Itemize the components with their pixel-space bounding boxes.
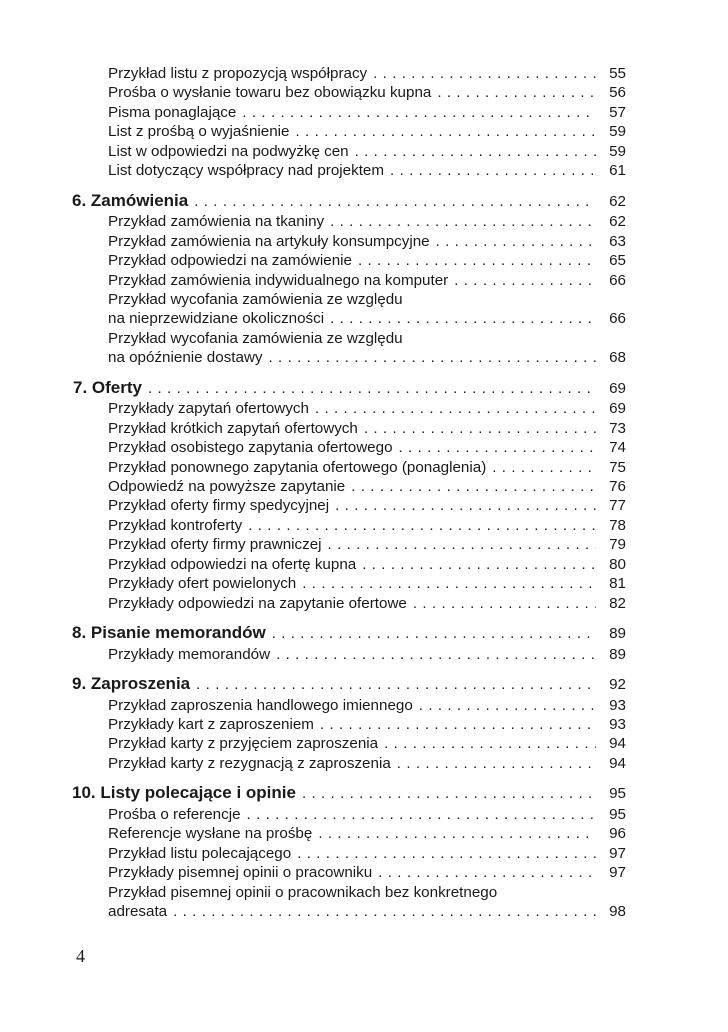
- toc-entry: [108, 496, 626, 516]
- toc-entry: [108, 83, 626, 103]
- toc-entry-line: Przykład wycofania zamówienia ze względu: [108, 329, 403, 347]
- dot-leader: [335, 496, 596, 516]
- toc-entry: [108, 645, 626, 665]
- page-ref: 56: [609, 84, 626, 102]
- toc-entry-line: Przykład wycofania zamówienia ze względu: [108, 290, 403, 308]
- page-ref: 95: [609, 805, 626, 823]
- toc-chapter: [72, 377, 626, 399]
- toc-entry: [108, 574, 626, 594]
- page-ref: 61: [609, 162, 626, 180]
- toc-entry: [108, 844, 626, 864]
- dot-leader: [492, 458, 596, 478]
- entry-title: Przykład odpowiedzi na zamówienie: [108, 252, 352, 270]
- toc-entry: [108, 64, 626, 84]
- entry-title: Prośba o referencje: [108, 805, 241, 823]
- dot-leader: [384, 734, 596, 754]
- page-ref: 57: [609, 103, 626, 121]
- toc-entry: [108, 348, 626, 368]
- toc-entry: [108, 477, 626, 497]
- chapter-title: Oferty: [91, 377, 142, 397]
- page-ref: 69: [609, 400, 626, 418]
- toc-entry: [108, 122, 626, 142]
- toc-entry: [108, 142, 626, 162]
- chapter-number: 8.: [72, 623, 87, 643]
- page-ref: 79: [609, 536, 626, 554]
- toc-entry: [108, 419, 626, 439]
- dot-leader: [148, 378, 596, 400]
- page-ref: 80: [609, 555, 626, 573]
- toc-entry: [108, 696, 626, 716]
- dot-leader: [413, 594, 596, 614]
- toc-entry: [108, 516, 626, 536]
- dot-leader: [454, 271, 596, 291]
- entry-title: Przykłady kart z zaproszeniem: [108, 715, 314, 733]
- entry-title: Przykład zamówienia indywidualnego na komputer: [108, 271, 449, 289]
- dot-leader: [397, 754, 596, 774]
- dot-leader: [296, 122, 596, 142]
- entry-title: Przykład odpowiedzi na ofertę kupna: [108, 555, 357, 573]
- dot-leader: [302, 783, 596, 805]
- page-ref: 92: [609, 676, 626, 694]
- page-ref: 66: [609, 271, 626, 289]
- toc-entry: [108, 594, 626, 614]
- entry-title: List w odpowiedzi na podwyżkę cen: [108, 142, 349, 160]
- toc-entry: [108, 863, 626, 883]
- entry-title: Przykład osobistego zapytania ofertowego: [108, 439, 393, 457]
- dot-leader: [242, 103, 596, 123]
- dot-leader: [390, 161, 596, 181]
- dot-leader: [330, 309, 596, 329]
- toc-entry: [108, 161, 626, 181]
- entry-title: Pisma ponaglające: [108, 103, 237, 121]
- toc-entry: [108, 824, 626, 844]
- dot-leader: [196, 674, 596, 696]
- entry-title: List z prośbą o wyjaśnienie: [108, 123, 290, 141]
- page-ref: 65: [609, 252, 626, 270]
- entry-title: Prośba o wysłanie towaru bez obowiązku kupna: [108, 84, 432, 102]
- entry-title: Przykład listu z propozycją współpracy: [108, 65, 368, 82]
- page-ref: 68: [609, 349, 626, 367]
- dot-leader: [351, 477, 596, 497]
- toc-entry: [108, 754, 626, 774]
- page-ref: 63: [609, 232, 626, 250]
- page-ref: 62: [609, 192, 626, 210]
- page-ref: 66: [609, 310, 626, 328]
- toc-entry-line: Przykład pisemnej opinii o pracownikach bez konkretnego: [108, 883, 498, 901]
- page-ref: 62: [609, 213, 626, 231]
- entry-title: Przykład zaproszenia handlowego imiennego: [108, 696, 413, 714]
- toc-entry: [108, 232, 626, 252]
- page-ref: 74: [609, 439, 626, 457]
- dot-leader: [248, 516, 596, 536]
- dot-leader: [315, 399, 596, 419]
- chapter-number: 10.: [72, 783, 96, 803]
- page-ref: 96: [609, 825, 626, 843]
- page-ref: 55: [609, 65, 626, 82]
- chapter-number: 6.: [72, 190, 87, 210]
- entry-title: Przykład zamówienia na tkaniny: [108, 213, 325, 231]
- entry-title: Przykład karty z przyjęciem zaproszenia: [108, 735, 379, 753]
- toc-entry: [108, 212, 626, 232]
- entry-title: Przykład kontroferty: [108, 516, 243, 534]
- page-ref: 81: [609, 575, 626, 593]
- entry-title: Przykład krótkich zapytań ofertowych: [108, 419, 358, 437]
- entry-title: Przykłady pisemnej opinii o pracowniku: [108, 864, 373, 882]
- toc-entry: [108, 251, 626, 271]
- page-ref: 93: [609, 696, 626, 714]
- entry-title: Przykłady zapytań ofertowych: [108, 400, 309, 418]
- entry-title: Przykład ponownego zapytania ofertowego (ponaglenia): [108, 458, 487, 476]
- dot-leader: [302, 574, 596, 594]
- toc-chapter: [72, 782, 626, 804]
- dot-leader: [373, 64, 596, 84]
- dot-leader: [318, 824, 596, 844]
- dot-leader: [437, 83, 596, 103]
- entry-title: na nieprzewidziane okoliczności: [108, 310, 325, 328]
- toc-chapter: [72, 622, 626, 644]
- page-ref: 78: [609, 516, 626, 534]
- chapter-number: 9.: [72, 674, 87, 694]
- dot-leader: [436, 232, 596, 252]
- entry-title: Przykład oferty firmy spedycyjnej: [108, 497, 330, 515]
- dot-leader: [399, 438, 596, 458]
- page-ref: 75: [609, 458, 626, 476]
- page-ref: 89: [609, 625, 626, 643]
- page-ref: 93: [609, 715, 626, 733]
- toc-entry: [108, 438, 626, 458]
- chapter-title: Listy polecające i opinie: [100, 783, 296, 803]
- toc-entry: [108, 734, 626, 754]
- page-ref: 97: [609, 844, 626, 862]
- entry-title: Przykład karty z rezygnacją z zaproszenia: [108, 754, 391, 772]
- page-number: 4: [76, 946, 85, 966]
- dot-leader: [269, 348, 596, 368]
- dot-leader: [358, 251, 596, 271]
- toc-entry: [108, 535, 626, 555]
- toc-entry: [108, 271, 626, 291]
- page-ref: 76: [609, 478, 626, 495]
- dot-leader: [173, 902, 596, 922]
- toc-chapter: [72, 673, 626, 695]
- page-ref: 59: [609, 123, 626, 141]
- toc-entry: [108, 902, 626, 922]
- toc-entry: [108, 805, 626, 825]
- toc-entry: [108, 555, 626, 575]
- page-ref: 69: [609, 379, 626, 397]
- entry-title: Przykład oferty firmy prawniczej: [108, 536, 322, 554]
- chapter-title: Zaproszenia: [90, 674, 191, 694]
- entry-title: Przykład listu polecającego: [108, 844, 292, 862]
- entry-title: Odpowiedź na powyższe zapytanie: [108, 478, 346, 495]
- dot-leader: [276, 645, 596, 665]
- page-ref: 97: [609, 864, 626, 882]
- toc-entry: [108, 458, 626, 478]
- page-ref: 82: [609, 594, 626, 612]
- dot-leader: [419, 696, 596, 716]
- dot-leader: [355, 142, 596, 162]
- entry-title: Referencje wysłane na prośbę: [108, 825, 313, 843]
- toc-entry: [108, 103, 626, 123]
- toc-entry: [108, 715, 626, 735]
- page-ref: 98: [609, 903, 626, 920]
- dot-leader: [194, 191, 596, 213]
- page-ref: 77: [609, 497, 626, 515]
- entry-title: Przykłady memorandów: [108, 645, 271, 663]
- entry-title: List dotyczący współpracy nad projektem: [108, 162, 385, 180]
- page-ref: 59: [609, 142, 626, 160]
- page-ref: 73: [609, 419, 626, 437]
- chapter-title: Zamówienia: [90, 190, 189, 210]
- page-ref: 94: [609, 735, 626, 753]
- page-ref: 94: [609, 754, 626, 772]
- dot-leader: [364, 419, 596, 439]
- toc-entry: [108, 309, 626, 329]
- entry-title: Przykłady ofert powielonych: [108, 575, 297, 593]
- entry-title: Przykłady odpowiedzi na zapytanie ofertowe: [108, 594, 407, 612]
- dot-leader: [362, 555, 596, 575]
- chapter-title: Pisanie memorandów: [90, 623, 266, 643]
- page-ref: 89: [609, 645, 626, 663]
- page-ref: 95: [609, 785, 626, 803]
- dot-leader: [378, 863, 596, 883]
- dot-leader: [297, 844, 596, 864]
- dot-leader: [330, 212, 596, 232]
- toc-chapter: [72, 190, 626, 212]
- dot-leader: [247, 805, 596, 825]
- chapter-number: 7.: [72, 377, 88, 397]
- entry-title: adresata: [108, 903, 168, 920]
- toc-entry: [108, 399, 626, 419]
- dot-leader: [272, 623, 596, 645]
- entry-title: Przykład zamówienia na artykuły konsumpcyjne: [108, 232, 430, 250]
- entry-title: na opóźnienie dostawy: [108, 349, 263, 367]
- dot-leader: [328, 535, 596, 555]
- dot-leader: [320, 715, 596, 735]
